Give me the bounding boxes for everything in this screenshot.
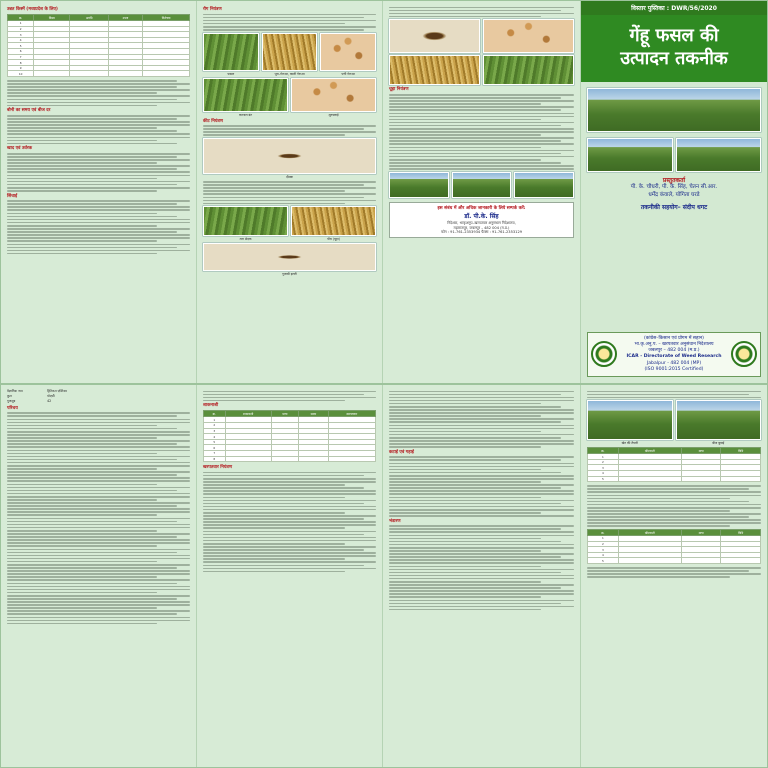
table-cell: 2 — [8, 26, 34, 32]
table-cell: 5 — [8, 43, 34, 49]
table-cell — [143, 71, 190, 77]
section-heading-varieties: उन्नत किस्में (मध्यप्रदेश के लिए) — [7, 7, 58, 12]
institute-line: Jabalpur - 482 004 (MP) — [646, 360, 702, 366]
photo-caption: तना छेदक — [239, 237, 252, 242]
info-value: ट्रिटिकम एस्टिवम — [47, 389, 68, 393]
photo-row — [389, 55, 574, 85]
table-header-cell: खरपतवार — [328, 411, 375, 417]
table-cell: 4 — [204, 434, 226, 440]
panel-harvest — [383, 385, 581, 767]
cover-photo-field — [587, 88, 761, 132]
table-header-cell: समय — [299, 411, 328, 417]
text-block — [7, 153, 190, 192]
authors-line: धर्मेंद्र कंवाले, योगिता घरडे — [648, 191, 700, 198]
photo-termite — [203, 138, 376, 174]
text-block — [389, 94, 574, 170]
section-heading-herbicide: शाकनाशी — [203, 403, 219, 409]
table-cell: 10 — [8, 71, 34, 77]
section-heading-disease: रोग नियंत्रण — [203, 7, 222, 12]
photo-row — [203, 78, 376, 117]
photo-field-prep — [587, 400, 673, 440]
photo-stem-borer — [203, 206, 288, 236]
table-cell: 1 — [588, 536, 619, 542]
contact-box — [389, 202, 574, 239]
photo-insect — [389, 19, 480, 53]
table-cell: 7 — [204, 451, 226, 457]
text-block — [203, 125, 376, 136]
photo-grain — [483, 19, 574, 53]
contact-phone: फोन : 91-761-2353934 फैक्स : 91-761-2353129 — [440, 230, 523, 235]
text-block — [7, 200, 190, 254]
table-cell: 2 — [204, 423, 226, 429]
table-cell: 3 — [204, 428, 226, 434]
table-cell — [70, 71, 108, 77]
text-block — [587, 567, 761, 578]
photo-karnal-bunt — [203, 78, 288, 112]
table-cell: 6 — [204, 445, 226, 451]
table-cell — [328, 456, 375, 462]
practice-table — [587, 447, 761, 482]
photo-caption: भूरा–गेरूआ, काली गेरूआ — [274, 71, 305, 76]
table-cell: 5 — [204, 439, 226, 445]
cover-title — [581, 15, 767, 82]
table-cell: 1 — [8, 21, 34, 27]
table-cell: 5 — [588, 476, 619, 482]
text-block — [203, 472, 376, 573]
table-cell — [681, 558, 720, 564]
contact-line: महाराजपुर, जबलपुर – 482 004 (म.प्र.) — [453, 225, 510, 230]
photo-caption: पौध (चूहा) — [327, 237, 340, 242]
info-key: गुणसूत्र — [7, 398, 16, 403]
section-heading-harvest: कटाई एवं गहाई — [389, 449, 414, 455]
authors-line: पी. के. चौधरी, पी. के. सिंह, चेतन सी.आर. — [630, 184, 718, 190]
table-cell: 5 — [588, 558, 619, 564]
varieties-table — [7, 14, 190, 77]
photo-pink-borer — [203, 243, 376, 271]
table-header-cell: विधि — [721, 530, 761, 536]
table-header-cell: क्र. — [588, 530, 619, 536]
table-row — [8, 71, 190, 77]
cover-photo-field-small — [587, 138, 673, 172]
contact-name: डॉ. पी.के. सिंह — [464, 212, 499, 220]
institute-box — [587, 332, 761, 377]
photo-caption: फसल — [227, 71, 235, 76]
photo-ear — [389, 55, 480, 85]
photo-card — [587, 400, 673, 445]
photo-caption: शूटफ्लाई — [328, 112, 339, 117]
text-block — [389, 456, 574, 516]
table-cell: 4 — [588, 552, 619, 558]
section-heading-sowing: बोनी का समय एवं बीज दर — [7, 108, 51, 114]
text-block — [389, 7, 574, 18]
section-heading-fertilizer: खाद एवं उर्वरक — [7, 146, 33, 152]
table-header-cell: कीटनाशी — [618, 530, 681, 536]
photo-row — [389, 172, 574, 198]
photo-sowing — [676, 400, 762, 440]
photo-rust — [262, 33, 318, 71]
table-cell: 8 — [8, 60, 34, 66]
text-block — [203, 391, 376, 402]
table-row — [588, 558, 761, 564]
table-header-cell: विधि — [721, 448, 761, 454]
table-cell: 3 — [8, 32, 34, 38]
info-key: कुल — [7, 393, 12, 398]
table-cell: 1 — [588, 454, 619, 460]
table-cell — [681, 476, 720, 482]
photo-crop — [203, 33, 259, 71]
section-heading-rodent: चूहा नियंत्रण — [389, 87, 409, 93]
cover-photo-row — [587, 138, 761, 172]
table-row — [588, 476, 761, 482]
photo-card — [676, 400, 762, 445]
text-block — [203, 181, 376, 204]
photo-row — [203, 243, 376, 276]
table-header-cell: मात्रा — [681, 530, 720, 536]
photo-row — [587, 400, 761, 445]
section-heading-pests: कीट नियंत्रण — [203, 118, 223, 124]
table-row — [204, 456, 376, 462]
table-header-cell: विशेषता — [143, 15, 190, 21]
table-header-cell: क्र. — [204, 411, 226, 417]
table-cell — [721, 476, 761, 482]
institute-text — [621, 336, 727, 373]
authors-label: प्रस्तुतकर्ता — [662, 177, 686, 184]
photo-card — [291, 206, 376, 241]
table-cell — [721, 558, 761, 564]
dwr-logo-icon — [731, 341, 757, 367]
photo-card — [203, 138, 376, 179]
table-cell: 2 — [588, 541, 619, 547]
photo-caption: खेत की तैयारी — [621, 441, 638, 446]
table-cell: 3 — [588, 465, 619, 471]
table-cell — [618, 476, 681, 482]
photo-caption: दीमक — [286, 175, 293, 180]
institute-line: (ISO 9001:2015 Certified) — [644, 366, 704, 372]
info-row — [7, 399, 190, 404]
table-cell — [618, 558, 681, 564]
table-header-cell: शाकनाशी — [225, 411, 271, 417]
table-header-cell: कीटनाशी — [618, 448, 681, 454]
text-block — [389, 525, 574, 610]
section-heading-irrigation: सिंचाई — [7, 193, 18, 199]
photo-row — [203, 138, 376, 179]
institute-line: (कांग्रेस–किसान एवं प्रोगम में सहान) — [644, 335, 704, 341]
table-cell: 2 — [588, 459, 619, 465]
table-cell: 4 — [588, 471, 619, 477]
photo-row — [389, 19, 574, 53]
info-value: पोएसी — [47, 393, 55, 398]
photo-card — [203, 33, 259, 76]
photo-field — [389, 172, 449, 198]
table-cell — [299, 456, 328, 462]
photo-aphid — [291, 206, 376, 236]
text-block — [389, 391, 574, 448]
cover-photo-field-small — [676, 138, 762, 172]
table-header-cell: उपज — [108, 15, 142, 21]
photo-card — [203, 243, 376, 276]
photo-caption: बीज बुवाई — [712, 441, 725, 446]
table-header-cell: क्र. — [588, 448, 619, 454]
photo-card — [262, 33, 318, 76]
text-block — [7, 80, 190, 106]
icar-logo-icon — [591, 341, 617, 367]
table-cell: 9 — [8, 65, 34, 71]
institute-line: जबलपुर – 482 004 (म.प्र.) — [648, 348, 700, 354]
table-cell — [271, 456, 299, 462]
text-block — [587, 485, 761, 527]
photo-card — [203, 206, 288, 241]
section-heading-weed: खरपतवार नियंत्रण — [203, 465, 233, 471]
info-key: वैज्ञानिक नाम — [7, 389, 23, 393]
text-block — [7, 115, 190, 144]
institute-line: भा.कृ.अनु.प. – खरपतवार अनुसंधान निदेशालय — [634, 342, 714, 348]
photo-row — [203, 33, 376, 76]
panel-cover — [581, 1, 767, 383]
table-cell — [225, 456, 271, 462]
schedule-table — [587, 529, 761, 564]
cover-title-line2: उत्पादन तकनीक — [620, 47, 728, 69]
section-heading-introduction: परिचय — [7, 405, 18, 411]
table-cell: 1 — [204, 417, 226, 423]
table-header-cell: मात्रा — [271, 411, 299, 417]
table-cell: 8 — [204, 456, 226, 462]
technical-helper: तकनीकी सहयोग– संदीप धगट — [640, 204, 708, 212]
brochure-inner-side — [0, 384, 768, 768]
text-block — [587, 391, 761, 399]
photo-card — [320, 33, 376, 76]
contact-title: इस संबंध में और अधिक जानकारी के लिये सम्पर्क करें: — [437, 205, 526, 211]
photo-card — [203, 78, 288, 117]
photo-row — [203, 206, 376, 241]
info-value: 42 — [47, 398, 52, 403]
institute-line: ICAR - Directorate of Weed Research — [626, 354, 722, 360]
photo-shootfly — [291, 78, 376, 112]
photo-leaf — [483, 55, 574, 85]
table-header-cell: क्र. — [8, 15, 34, 21]
table-cell: 6 — [8, 49, 34, 55]
panel-weed-control — [197, 385, 383, 767]
panel-field-practice — [581, 385, 767, 767]
table-header-cell: अवधि — [70, 15, 108, 21]
panel-introduction — [1, 385, 197, 767]
photo-caption: करनाल बंट — [239, 112, 252, 117]
contact-line: निदेशक, भाकृअनुप–खरपतवार अनुसंधान निदेशालय, — [447, 220, 516, 225]
panel-varieties — [1, 1, 197, 383]
table-header-cell: मात्रा — [681, 448, 720, 454]
text-block — [203, 14, 376, 31]
section-heading-storage: भंडारण — [389, 518, 401, 524]
photo-caption: गुलाबी इल्ली — [282, 272, 297, 277]
table-header-cell: किस्म — [34, 15, 70, 21]
panel-rodent-contact — [383, 1, 581, 383]
photo-field — [452, 172, 512, 198]
text-block — [7, 412, 190, 624]
table-cell: 4 — [8, 37, 34, 43]
panel-diseases — [197, 1, 383, 383]
table-cell: 7 — [8, 54, 34, 60]
photo-card — [291, 78, 376, 117]
series-code: विस्तार पुस्तिका : DWR/56/2020 — [581, 1, 767, 15]
photo-caption: पत्ती गेरूआ — [341, 71, 355, 76]
cover-title-line1: गेंहू फसल की — [629, 25, 719, 46]
herbicide-table — [203, 410, 376, 462]
photo-leaf-rust — [320, 33, 376, 71]
table-cell — [34, 71, 70, 77]
table-cell: 3 — [588, 547, 619, 553]
table-cell — [108, 71, 142, 77]
photo-field — [514, 172, 574, 198]
